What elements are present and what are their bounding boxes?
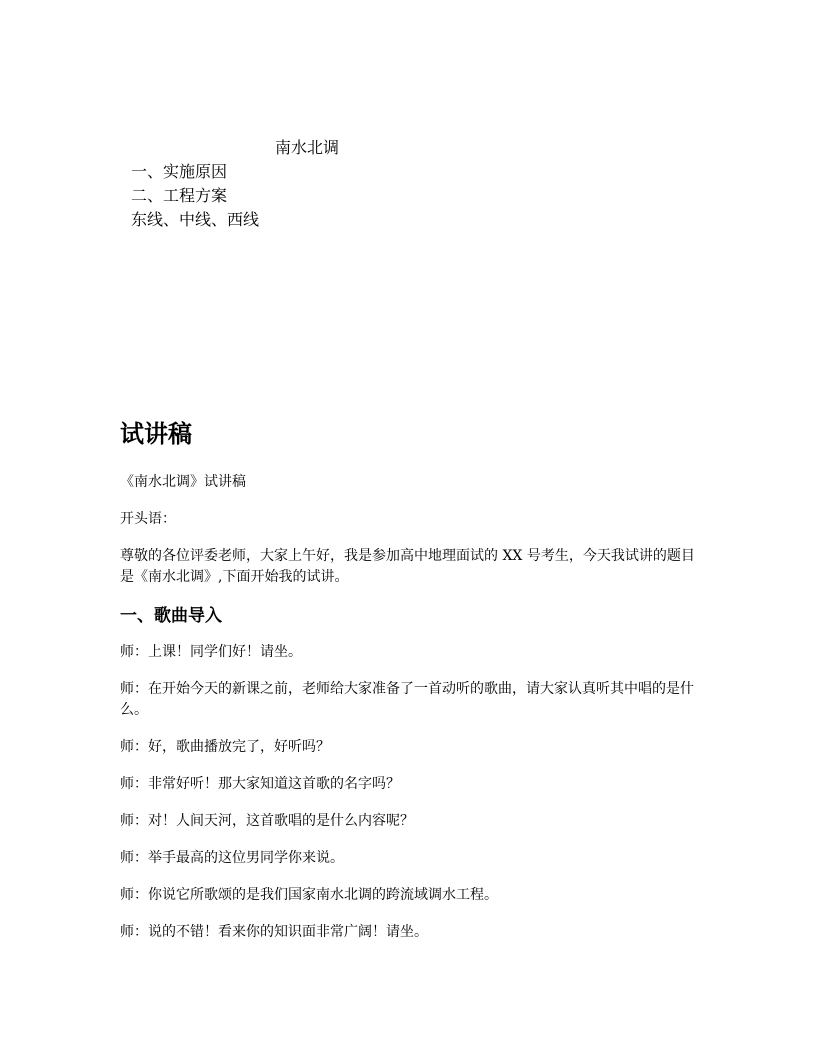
outline-item-reasons: 一、实施原因 bbox=[131, 162, 228, 181]
dialogue-line: 师：好，歌曲播放完了，好听吗？ bbox=[120, 739, 330, 755]
dialogue-line: 师：你说它所歌颂的是我们国家南水北调的跨流域调水工程。 bbox=[120, 887, 498, 903]
dialogue-line: 师：在开始今天的新课之前，老师给大家准备了一首动听的歌曲，请大家认真听其中唱的是什么。 bbox=[120, 681, 694, 718]
opening-text: 尊敬的各位评委老师，大家上午好，我是参加高中地理面试的 XX 号考生，今天我试讲的题目是《南水北调》,下面开始我的试讲。 bbox=[120, 548, 695, 585]
dialogue-line: 师：非常好听！那大家知道这首歌的名字吗？ bbox=[120, 776, 400, 792]
script-subtitle: 《南水北调》试讲稿 bbox=[120, 474, 246, 490]
dialogue-line: 师：举手最高的这位男同学你来说。 bbox=[120, 850, 344, 866]
script-heading: 试讲稿 bbox=[120, 420, 192, 448]
opening-label: 开头语： bbox=[120, 511, 176, 527]
outline-item-plan: 二、工程方案 bbox=[131, 186, 228, 205]
dialogue-line: 师：对！人间天河，这首歌唱的是什么内容呢？ bbox=[120, 813, 414, 829]
lecture-script bbox=[120, 418, 700, 959]
dialogue-line: 师：上课！同学们好！请坐。 bbox=[120, 644, 302, 660]
dialogue-line: 师：说的不错！看来你的知识面非常广阔！请坐。 bbox=[120, 924, 428, 940]
outline-title: 南水北调 bbox=[275, 138, 340, 157]
outline-item-routes: 东线、中线、西线 bbox=[131, 210, 260, 229]
section-heading-song-intro: 一、歌曲导入 bbox=[120, 606, 222, 626]
